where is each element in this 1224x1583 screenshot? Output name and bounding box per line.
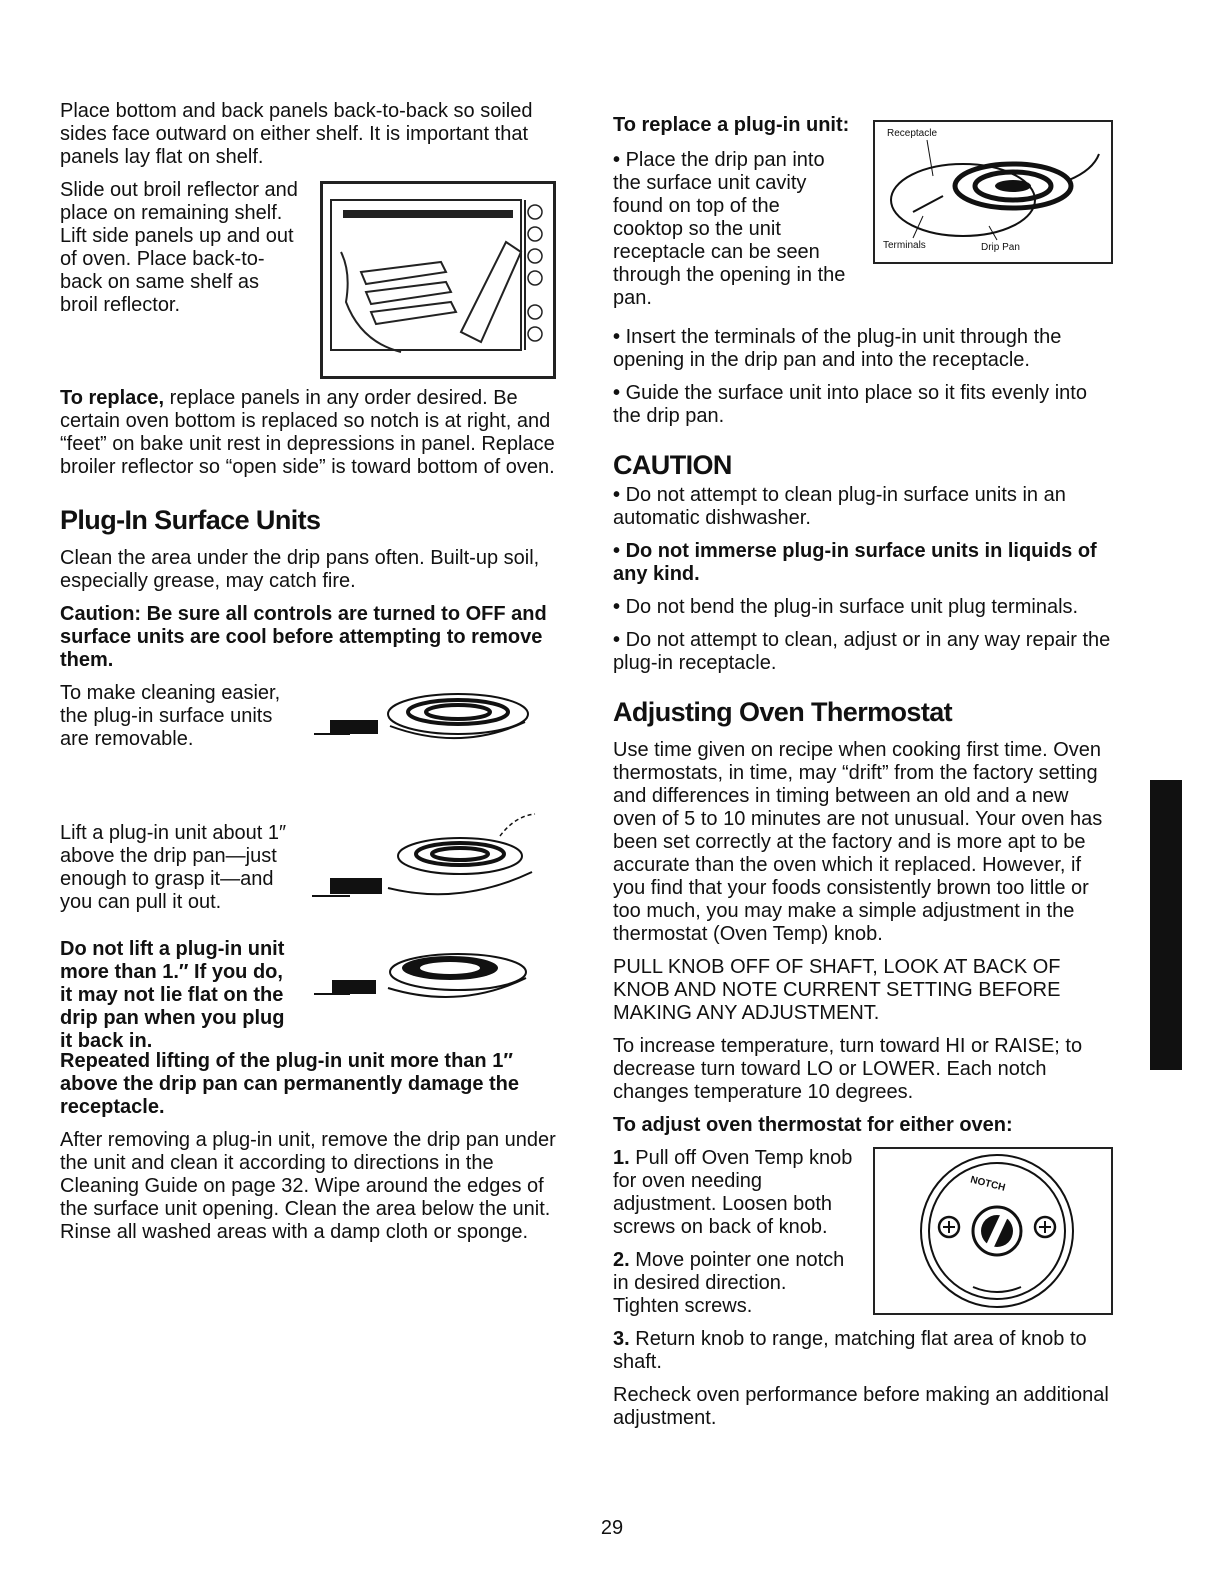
step-1: 1. Pull off Oven Temp knob for oven needing adjustment. Loosen both screws on back of knob. (613, 1147, 853, 1238)
do-not-lift-section (60, 938, 556, 1050)
paragraph-after-removing: After removing a plug-in unit, remove the drip pan under the unit and clean it according to directions in the Cleaning Guide on page 32. Wipe around the edges of the surface unit opening. Clean the area below the unit. Rinse all washed areas with a damp cloth or sponge. (60, 1129, 556, 1243)
caution-dishwasher: • Do not attempt to clean plug-in surface units in an automatic dishwasher. (613, 484, 1066, 529)
knob-illustration (873, 1147, 1113, 1315)
paragraph-lift: Lift a plug-in unit about 1″ above the drip pan—just enough to grasp it—and you can pull it out. (60, 822, 287, 913)
left-column (60, 100, 556, 1254)
step-3: 3. Return knob to range, matching flat area of knob to shaft. (613, 1328, 1087, 1373)
drip-pan-label: Drip Pan (981, 242, 1020, 253)
step-2: 2. Move pointer one notch in desired direction. Tighten screws. (613, 1249, 845, 1317)
paragraph-panels: Place bottom and back panels back-to-back so soiled sides face outward on either shelf. It is important that panels lay flat on shelf. (60, 100, 533, 168)
lifted-unit-illustration (310, 806, 546, 926)
paragraph-recheck: Recheck oven performance before making an additional adjustment. (613, 1384, 1109, 1429)
removable-section (60, 682, 556, 806)
paragraph-pull-knob: PULL KNOB OFF OF SHAFT, LOOK AT BACK OF KNOB AND NOTE CURRENT SETTING BEFORE MAKING ANY ADJUSTMENT. (613, 956, 1061, 1024)
oven-panels-illustration (320, 181, 556, 379)
bullet-place-drip-pan: • Place the drip pan into the surface unit cavity found on top of the cooktop so the unit receptacle can be seen through the opening in the pan. (613, 149, 846, 309)
paragraph-broil-reflector: Slide out broil reflector and place on remaining shelf. Lift side panels up and out of oven. Place back-to-back on same shelf as broil reflector. (60, 179, 298, 316)
knob-notch-label: NOTCH (969, 1174, 1007, 1194)
terminals-label: Terminals (883, 240, 926, 251)
heading-plugin-surface-units: Plug-In Surface Units (60, 505, 321, 535)
page-number: 29 (600, 1517, 624, 1539)
paragraph-clean-area: Clean the area under the drip pans often. Built-up soil, especially grease, may catch fire. (60, 547, 540, 592)
paragraph-thermostat-drift: Use time given on recipe when cooking first time. Oven thermostats, in time, may “drift” from the factory setting and differences in timing between an old and a new oven of 5 to 10 minutes are not unusual. Your oven has been set correctly at the factory and is more apt to be accurate than the oven which it replaced. However, if you find that your foods consistently brown too little or too much, you may make a simple adjustment in the thermostat (Oven Temp) knob. (613, 739, 1103, 945)
replace-section (613, 100, 1113, 320)
section-tab-marker (1150, 780, 1182, 1070)
paragraph-do-not-lift: Do not lift a plug-in unit more than 1.″ If you do, it may not lie flat on the drip pan when you plug it back in. (60, 938, 285, 1052)
heading-replace-plugin: To replace a plug-in unit: (613, 114, 850, 136)
caution-immerse: • Do not immerse plug-in surface units in liquids of any kind. (613, 540, 1097, 585)
heading-adjust-either-oven: To adjust oven thermostat for either oven: (613, 1114, 1013, 1136)
to-replace-lead: To replace, (60, 387, 165, 409)
paragraph-removable: To make cleaning easier, the plug-in surface units are removable. (60, 682, 281, 750)
paragraph-increase-temp: To increase temperature, turn toward HI or RAISE; to decrease turn toward LO or LOWER. Each notch changes temperature 10 degrees. (613, 1035, 1083, 1103)
bullet-insert-terminals: • Insert the terminals of the plug-in unit through the opening in the drip pan and into the receptacle. (613, 326, 1062, 371)
to-replace-rest: replace panels in any order desired. Be certain oven bottom is replaced so notch is at right, and “feet” on bake unit rest in depressions in panel. Replace broiler reflector so “open side” is toward bottom of oven. (60, 387, 555, 478)
paragraph-to-replace (60, 387, 556, 479)
bullet-guide-unit: • Guide the surface unit into place so it fits evenly into the drip pan. (613, 382, 1087, 427)
heading-caution: CAUTION (613, 450, 732, 480)
adjust-steps-section (613, 1147, 1113, 1328)
receptacle-illustration (873, 120, 1113, 264)
paragraph-repeated-lifting: Repeated lifting of the plug-in unit more than 1″ above the drip pan can permanently damage the receptacle. (60, 1050, 520, 1118)
caution-repair-receptacle: • Do not attempt to clean, adjust or in any way repair the plug-in receptacle. (613, 629, 1111, 674)
caution-bend-terminals: • Do not bend the plug-in surface unit plug terminals. (613, 596, 1079, 618)
broil-reflector-section (60, 179, 556, 379)
caution-controls-off: Caution: Be sure all controls are turned to OFF and surface units are cool before attempting to remove them. (60, 603, 547, 671)
lift-section (60, 806, 556, 938)
right-column (613, 100, 1113, 1440)
plug-in-unit-illustration (310, 682, 546, 762)
receptacle-label: Receptacle (887, 128, 938, 139)
heading-adjusting-thermostat: Adjusting Oven Thermostat (613, 697, 953, 727)
tilted-unit-illustration (310, 938, 546, 1018)
